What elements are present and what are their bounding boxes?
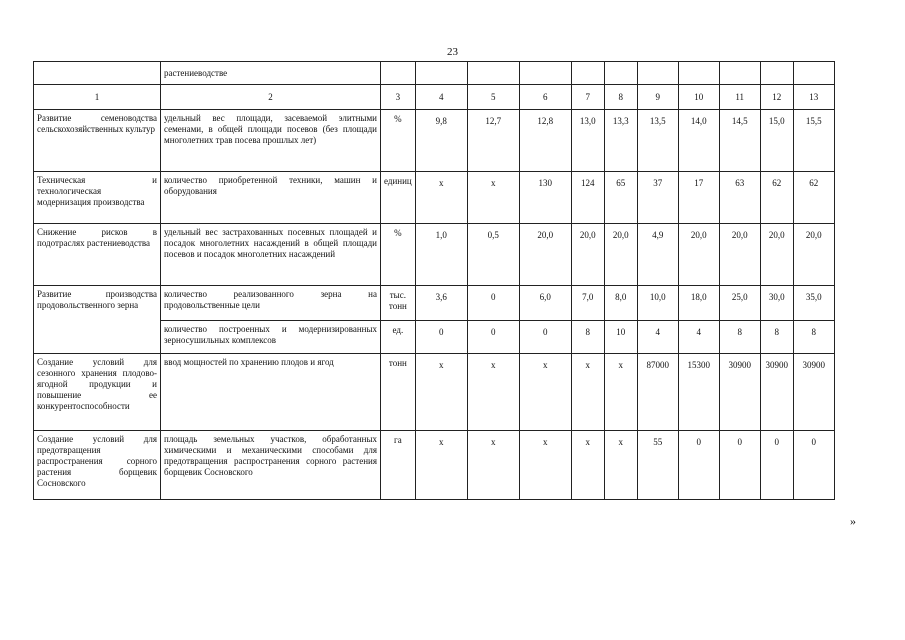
column-number: 10 [678, 85, 719, 110]
cell-value: х [604, 431, 637, 500]
cell-value: 0 [467, 286, 519, 321]
cell-value: х [415, 354, 467, 431]
cell-value: 0 [415, 321, 467, 354]
cell-value: 6,0 [519, 286, 571, 321]
cell-direction: Техническая и технологическая модернизация производства [34, 172, 161, 224]
cell-value: 63 [719, 172, 760, 224]
cell-unit: тыс. тонн [381, 286, 416, 321]
table-row [34, 172, 835, 224]
cell-value: х [571, 354, 604, 431]
page-number: 23 [447, 46, 458, 58]
cell-value: 20,0 [519, 224, 571, 286]
cell-value: 8 [793, 321, 834, 354]
cell-value: 15,5 [793, 110, 834, 172]
cell-value: 30900 [719, 354, 760, 431]
cell-value: 20,0 [571, 224, 604, 286]
cell-value: х [604, 354, 637, 431]
cell-value: 0 [793, 431, 834, 500]
cell-value: 7,0 [571, 286, 604, 321]
cell-value: 4,9 [637, 224, 678, 286]
cell-indicator: количество приобретенной техники, машин и оборудования [161, 172, 381, 224]
cell-value: х [415, 172, 467, 224]
cell-value: 14,5 [719, 110, 760, 172]
cell-value: 15300 [678, 354, 719, 431]
cell-value: 20,0 [793, 224, 834, 286]
table-row [34, 354, 835, 431]
cell-value: х [415, 431, 467, 500]
cell-value: 30900 [760, 354, 793, 431]
cell-value: 65 [604, 172, 637, 224]
cell-value: 12,8 [519, 110, 571, 172]
column-number: 12 [760, 85, 793, 110]
cell-value: 0 [467, 321, 519, 354]
cell-value: 13,0 [571, 110, 604, 172]
cell-direction: Создание условий для сезонного хранения плодово-ягодной продукции и повышение ее конкурентоспособности [34, 354, 161, 431]
cell-value: 20,0 [760, 224, 793, 286]
cell-indicator: удельный вес застрахованных посевных площадей и посадок многолетних насаждений в общей площади посевов и посадок многолетних насаждений [161, 224, 381, 286]
table-row [34, 431, 835, 500]
cell-value: 13,3 [604, 110, 637, 172]
cell-direction: Создание условий для предотвращения распространения сорного растения борщевик Сосновского [34, 431, 161, 500]
cell-value: 18,0 [678, 286, 719, 321]
cell-value: х [519, 354, 571, 431]
table-row [34, 110, 835, 172]
cell-value: 0,5 [467, 224, 519, 286]
cell-value: 8 [760, 321, 793, 354]
cell-value: 17 [678, 172, 719, 224]
cell-value: 10 [604, 321, 637, 354]
cell-indicator: растениеводстве [161, 62, 381, 85]
cell-indicator: количество построенных и модернизированных зерносушильных комплексов [161, 321, 381, 354]
cell-value: 8 [571, 321, 604, 354]
cell-unit: % [381, 224, 416, 286]
column-number: 7 [571, 85, 604, 110]
cell-value: 9,8 [415, 110, 467, 172]
cell-unit: тонн [381, 354, 416, 431]
cell-direction: Развитие производства продовольственного зерна [34, 286, 161, 354]
cell-value: 20,0 [719, 224, 760, 286]
cell-value: 14,0 [678, 110, 719, 172]
column-number: 3 [381, 85, 416, 110]
column-number-row [34, 85, 835, 110]
cell-indicator: количество реализованного зерна на продовольственные цели [161, 286, 381, 321]
column-number: 9 [637, 85, 678, 110]
cell-value: 62 [793, 172, 834, 224]
cell-indicator: площадь земельных участков, обработанных химическими и механическими способами для предотвращения распространения сорного растения борщевик Сосновского [161, 431, 381, 500]
column-number: 6 [519, 85, 571, 110]
cell-value: 4 [637, 321, 678, 354]
cell-indicator: удельный вес площади, засеваемой элитными семенами, в общей площади посевов (без площади многолетних трав посева прошлых лет) [161, 110, 381, 172]
table-row [34, 286, 835, 321]
cell-value: 25,0 [719, 286, 760, 321]
cell-value: 12,7 [467, 110, 519, 172]
cell-value: 37 [637, 172, 678, 224]
cell-value: 87000 [637, 354, 678, 431]
cell-unit: ед. [381, 321, 416, 354]
cell-value: х [571, 431, 604, 500]
cell-value: 4 [678, 321, 719, 354]
cell-value: 124 [571, 172, 604, 224]
cell-value: 30,0 [760, 286, 793, 321]
cell-value: 0 [678, 431, 719, 500]
cell-value: 15,0 [760, 110, 793, 172]
cell-unit: единиц [381, 172, 416, 224]
cell-value: 62 [760, 172, 793, 224]
cell-value: 20,0 [678, 224, 719, 286]
continuation-mark: » [850, 514, 856, 528]
cell-value: 35,0 [793, 286, 834, 321]
column-number: 4 [415, 85, 467, 110]
cell-value: х [467, 431, 519, 500]
cell-value: 0 [760, 431, 793, 500]
cell-value: 30900 [793, 354, 834, 431]
cell-direction: Снижение рисков в подотраслях растениеводства [34, 224, 161, 286]
column-number: 1 [34, 85, 161, 110]
cell-value: 20,0 [604, 224, 637, 286]
cell-value: 8 [719, 321, 760, 354]
indicators-table [33, 61, 835, 500]
cell-direction: Развитие семеноводства сельскохозяйственных культур [34, 110, 161, 172]
cell-value: 0 [719, 431, 760, 500]
cell-unit: % [381, 110, 416, 172]
cell-value: 1,0 [415, 224, 467, 286]
column-number: 8 [604, 85, 637, 110]
cell-value: х [519, 431, 571, 500]
table-row [34, 224, 835, 286]
cell-unit: га [381, 431, 416, 500]
cell-indicator: ввод мощностей по хранению плодов и ягод [161, 354, 381, 431]
cell-value: х [467, 172, 519, 224]
column-number: 5 [467, 85, 519, 110]
cell-value: 130 [519, 172, 571, 224]
cell-direction [34, 62, 161, 85]
cell-value: 55 [637, 431, 678, 500]
column-number: 2 [161, 85, 381, 110]
cell-value: х [467, 354, 519, 431]
cell-value: 13,5 [637, 110, 678, 172]
cell-value: 3,6 [415, 286, 467, 321]
cell-value: 8,0 [604, 286, 637, 321]
column-number: 13 [793, 85, 834, 110]
continuation-row [34, 62, 835, 85]
cell-value: 0 [519, 321, 571, 354]
cell-value: 10,0 [637, 286, 678, 321]
column-number: 11 [719, 85, 760, 110]
